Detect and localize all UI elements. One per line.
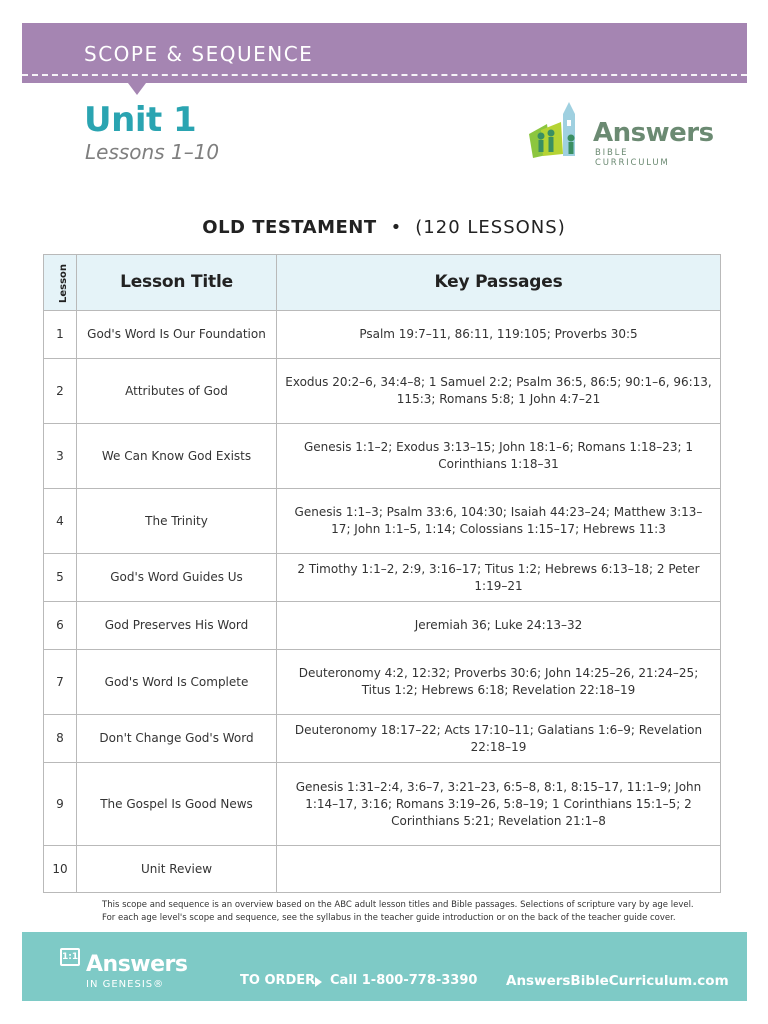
lesson-title: Don't Change God's Word bbox=[77, 715, 277, 763]
banner-title: SCOPE & SEQUENCE bbox=[84, 42, 314, 66]
key-passages: Deuteronomy 18:17–22; Acts 17:10–11; Galatians 1:6–9; Revelation 22:18–19 bbox=[277, 715, 721, 763]
table-row bbox=[44, 650, 721, 715]
lesson-number: 3 bbox=[44, 424, 77, 489]
lesson-title: God's Word Is Our Foundation bbox=[77, 311, 277, 359]
lesson-title: The Gospel Is Good News bbox=[77, 763, 277, 846]
key-passages: Exodus 20:2–6, 34:4–8; 1 Samuel 2:2; Psalm 36:5, 86:5; 90:1–6, 96:13, 115:3; Romans 5:8; 1 John 4:7–21 bbox=[277, 359, 721, 424]
logo-subtitle: BIBLE CURRICULUM bbox=[595, 148, 670, 168]
table-header-row bbox=[44, 255, 721, 311]
lesson-title: We Can Know God Exists bbox=[77, 424, 277, 489]
key-passages: Psalm 19:7–11, 86:11, 119:105; Proverbs 30:5 bbox=[277, 311, 721, 359]
table-row bbox=[44, 359, 721, 424]
scope-sequence-banner bbox=[22, 23, 747, 83]
arrow-right-icon bbox=[315, 977, 322, 987]
key-passages: 2 Timothy 1:1–2, 2:9, 3:16–17; Titus 1:2; Hebrews 6:13–18; 2 Peter 1:19–21 bbox=[277, 554, 721, 602]
lesson-count: (120 LESSONS) bbox=[415, 217, 566, 238]
lesson-title: God's Word Is Complete bbox=[77, 650, 277, 715]
table-row bbox=[44, 311, 721, 359]
answers-bible-curriculum-logo bbox=[527, 100, 714, 168]
lesson-number: 9 bbox=[44, 763, 77, 846]
header-lesson-title: Lesson Title bbox=[77, 255, 277, 311]
family-church-logo-icon bbox=[527, 100, 591, 160]
table-row bbox=[44, 846, 721, 893]
lesson-title: God Preserves His Word bbox=[77, 602, 277, 650]
lesson-title: God's Word Guides Us bbox=[77, 554, 277, 602]
testament-label: OLD TESTAMENT bbox=[202, 217, 377, 238]
table-row bbox=[44, 554, 721, 602]
header-lesson-label: Lesson bbox=[58, 263, 70, 303]
order-footer-banner bbox=[22, 932, 747, 1001]
heading-separator: • bbox=[390, 217, 402, 238]
table-row bbox=[44, 715, 721, 763]
banner-dashed-divider bbox=[22, 74, 747, 76]
key-passages: Genesis 1:31–2:4, 3:6–7, 3:21–23, 6:5–8, 8:1, 8:15–17, 11:1–9; John 1:14–17, 3:16; Romans 3:19–26, 5:8–19; 1 Corinthians 15:1–5; 2 Corinthians 5:21; Revelation 21:1–8 bbox=[277, 763, 721, 846]
lesson-number: 6 bbox=[44, 602, 77, 650]
table-row bbox=[44, 602, 721, 650]
lesson-title: The Trinity bbox=[77, 489, 277, 554]
key-passages: Deuteronomy 4:2, 12:32; Proverbs 30:6; John 14:25–26, 21:24–25; Titus 1:2; Hebrews 6:18; Revelation 22:18–19 bbox=[277, 650, 721, 715]
lesson-number: 4 bbox=[44, 489, 77, 554]
unit-subtitle: Lessons 1–10 bbox=[85, 140, 220, 164]
order-label: TO ORDER bbox=[240, 973, 316, 988]
lesson-number: 8 bbox=[44, 715, 77, 763]
footnote-line-1: This scope and sequence is an overview based on the ABC adult lesson titles and Bible passages. Selections of scripture vary by age level. bbox=[102, 900, 694, 910]
table-row bbox=[44, 424, 721, 489]
banner-notch bbox=[128, 83, 146, 95]
key-passages: Jeremiah 36; Luke 24:13–32 bbox=[277, 602, 721, 650]
key-passages: Genesis 1:1–2; Exodus 3:13–15; John 18:1–6; Romans 1:18–23; 1 Corinthians 1:18–31 bbox=[277, 424, 721, 489]
table-row bbox=[44, 763, 721, 846]
table-row bbox=[44, 489, 721, 554]
lesson-number: 7 bbox=[44, 650, 77, 715]
lesson-number: 2 bbox=[44, 359, 77, 424]
footnote bbox=[102, 899, 722, 925]
website-link[interactable]: AnswersBibleCurriculum.com bbox=[506, 973, 729, 989]
key-passages: Genesis 1:1–3; Psalm 33:6, 104:30; Isaiah 44:23–24; Matthew 3:13–17; John 1:1–5, 1:14; Colossians 1:15–17; Hebrews 11:3 bbox=[277, 489, 721, 554]
key-passages bbox=[277, 846, 721, 893]
unit-title: Unit 1 bbox=[84, 100, 197, 140]
section-heading bbox=[0, 217, 768, 238]
answers-in-genesis-mark-icon: 1:1 bbox=[60, 948, 80, 966]
lesson-number: 5 bbox=[44, 554, 77, 602]
scope-table bbox=[43, 254, 721, 893]
lesson-title: Attributes of God bbox=[77, 359, 277, 424]
footnote-line-2: For each age level's scope and sequence, see the syllabus in the teacher guide introduction or on the back of the teacher guide cover. bbox=[102, 913, 676, 923]
lesson-title: Unit Review bbox=[77, 846, 277, 893]
header-lesson bbox=[44, 255, 77, 311]
order-phone[interactable]: Call 1-800-778-3390 bbox=[330, 973, 478, 988]
aig-logo-word: Answers bbox=[86, 952, 188, 977]
aig-logo-subtitle: IN GENESIS® bbox=[86, 979, 165, 990]
lesson-number: 1 bbox=[44, 311, 77, 359]
logo-word: Answers bbox=[593, 118, 714, 148]
header-key-passages: Key Passages bbox=[277, 255, 721, 311]
lesson-number: 10 bbox=[44, 846, 77, 893]
